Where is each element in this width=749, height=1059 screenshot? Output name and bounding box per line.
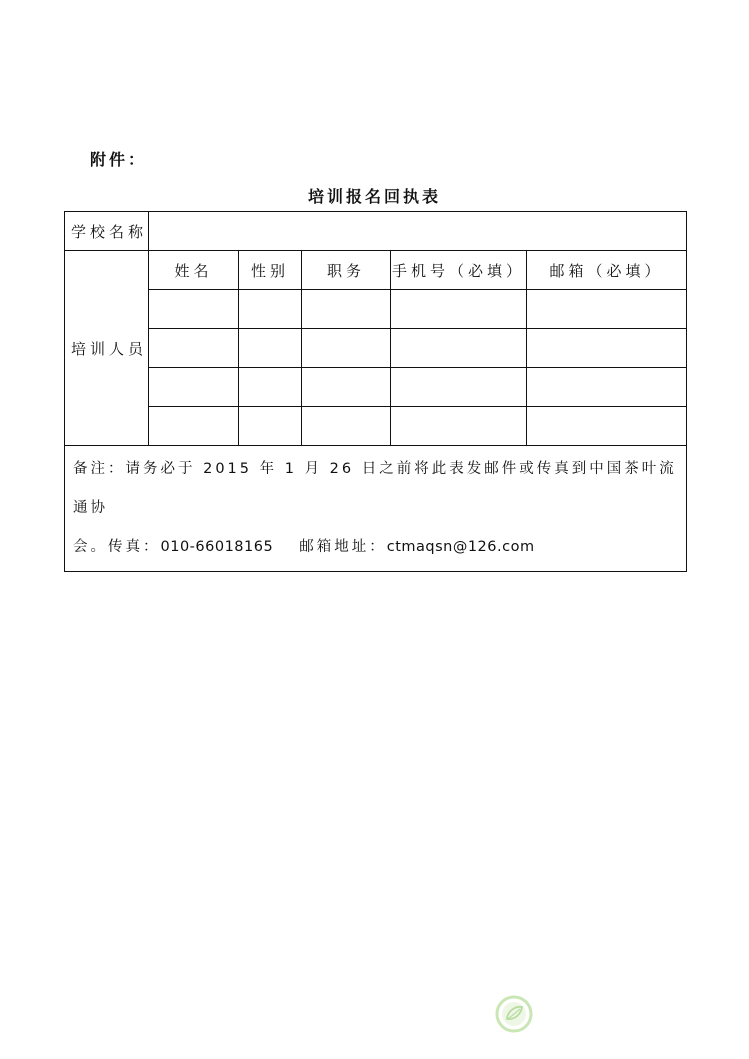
- school-name-row: [65, 212, 687, 251]
- trainee-header-row: [65, 251, 687, 290]
- name-field[interactable]: [149, 407, 239, 446]
- column-header-position: 职务: [302, 251, 391, 290]
- position-field[interactable]: [302, 368, 391, 407]
- phone-field[interactable]: [391, 368, 527, 407]
- position-field[interactable]: [302, 407, 391, 446]
- gender-field[interactable]: [239, 290, 302, 329]
- gender-field[interactable]: [239, 407, 302, 446]
- gender-field[interactable]: [239, 329, 302, 368]
- column-header-name: 姓名: [149, 251, 239, 290]
- email-field[interactable]: [527, 329, 687, 368]
- email-field[interactable]: [527, 407, 687, 446]
- trainee-row: [65, 290, 687, 329]
- email-field[interactable]: [527, 290, 687, 329]
- column-header-email: 邮箱（必填）: [527, 251, 687, 290]
- phone-field[interactable]: [391, 329, 527, 368]
- gender-field[interactable]: [239, 368, 302, 407]
- trainee-row: [65, 368, 687, 407]
- note-line-2: [73, 528, 680, 567]
- name-field[interactable]: [149, 329, 239, 368]
- tea-leaf-logo-icon: [494, 994, 534, 1034]
- column-header-gender: 性别: [239, 251, 302, 290]
- email-address[interactable]: ctmaqsn@126.com: [386, 539, 535, 555]
- trainee-row: [65, 407, 687, 446]
- phone-field[interactable]: [391, 290, 527, 329]
- name-field[interactable]: [149, 368, 239, 407]
- fax-number: 010-66018165: [160, 539, 274, 555]
- trainees-label: 培训人员: [65, 251, 149, 446]
- note-cell: [65, 446, 687, 572]
- phone-field[interactable]: [391, 407, 527, 446]
- position-field[interactable]: [302, 329, 391, 368]
- trainee-row: [65, 329, 687, 368]
- name-field[interactable]: [149, 290, 239, 329]
- column-header-phone: 手机号（必填）: [391, 251, 527, 290]
- email-address-label: 邮箱地址：: [299, 539, 387, 555]
- school-name-label: 学校名称: [65, 212, 149, 251]
- registration-form-table: [64, 211, 687, 572]
- email-field[interactable]: [527, 368, 687, 407]
- position-field[interactable]: [302, 290, 391, 329]
- form-title: 培训报名回执表: [307, 187, 441, 206]
- attachment-label: 附件：: [90, 150, 148, 169]
- note-row: [65, 446, 687, 572]
- school-name-field[interactable]: [149, 212, 687, 251]
- note-line-1: 备注：请务必于 2015 年 1 月 26 日之前将此表发邮件或传真到中国茶叶流通协: [73, 461, 677, 516]
- note-fax-prefix: 会。传真：: [73, 539, 161, 555]
